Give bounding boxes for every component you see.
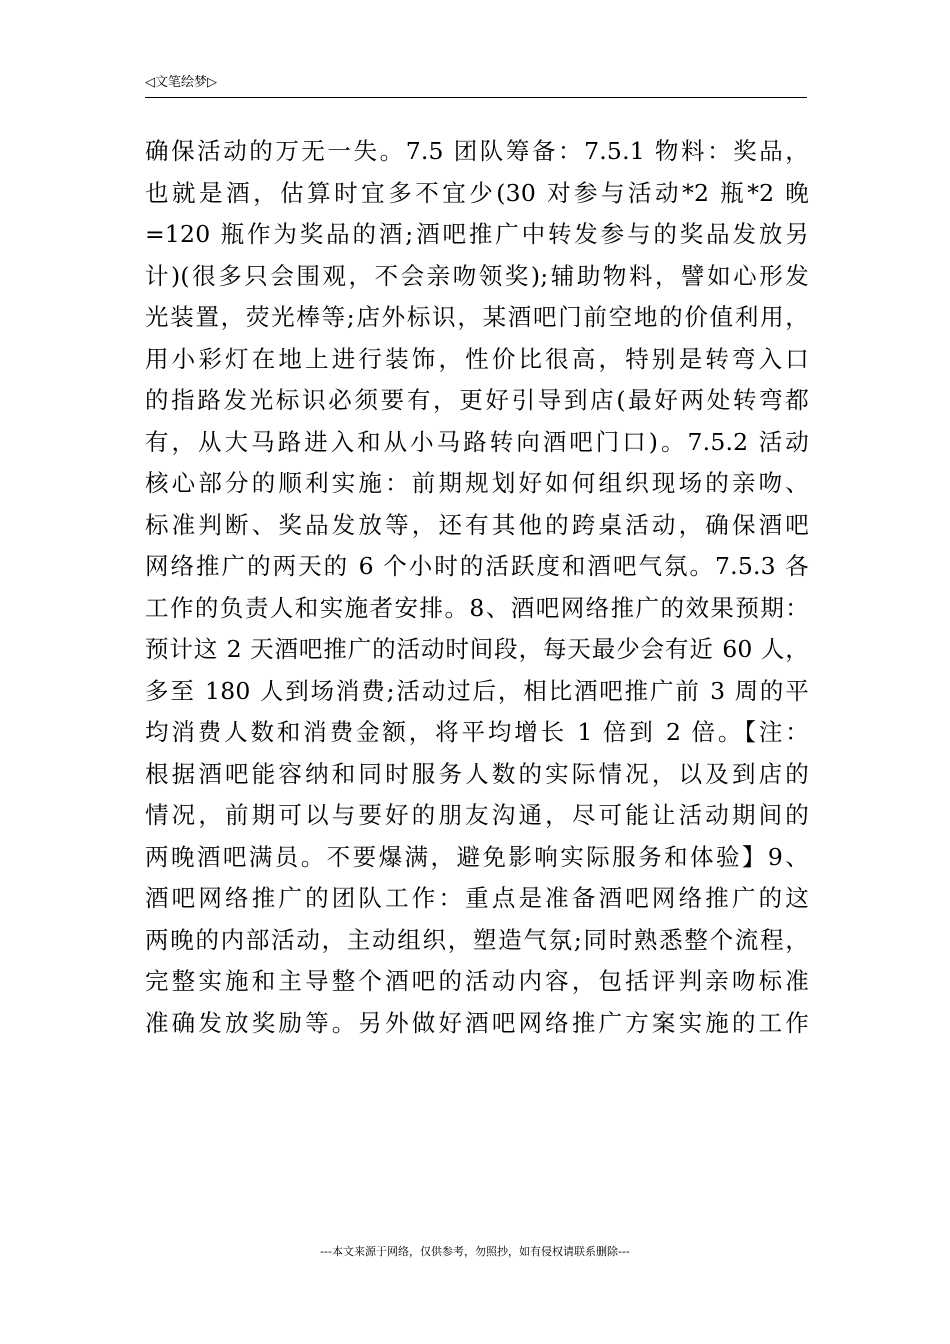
text-line: =120 瓶作为奖品的酒;酒吧推广中转发参与的奖品发放另 [145, 220, 809, 248]
text-line: 预计这 2 天酒吧推广的活动时间段，每天最少会有近 60 人， [145, 635, 809, 663]
text-line: 酒吧网络推广的团队工作：重点是准备酒吧网络推广的这 [145, 884, 809, 912]
text-line: 根据酒吧能容纳和同时服务人数的实际情况，以及到店的 [145, 759, 809, 788]
text-line: 准确发放奖励等。另外做好酒吧网络推广方案实施的工作 [145, 1008, 809, 1037]
text-line: 有，从大马路进入和从小马路转向酒吧门口)。7.5.2 活动 [145, 427, 809, 456]
text-line: 网络推广的两天的 6 个小时的活跃度和酒吧气氛。7.5.3 各 [145, 552, 809, 580]
page-footer [0, 1245, 950, 1259]
text-line: 标准判断、奖品发放等，还有其他的跨桌活动，确保酒吧 [145, 510, 809, 539]
text-line: 多至 180 人到场消费;活动过后，相比酒吧推广前 3 周的平 [145, 676, 809, 705]
text-line: 用小彩灯在地上进行装饰，性价比很高，特别是转弯入口 [145, 344, 809, 373]
text-line: 两晚的内部活动，主动组织，塑造气氛;同时熟悉整个流程， [145, 925, 809, 954]
text-line: 均消费人数和消费金额，将平均增长 1 倍到 2 倍。【注： [145, 718, 809, 746]
text-line: 完整实施和主导整个酒吧的活动内容，包括评判亲吻标准 [145, 967, 809, 995]
text-line: 的指路发光标识必须要有，更好引导到店(最好两处转弯都 [145, 386, 809, 414]
text-line: 确保活动的万无一失。7.5 团队筹备：7.5.1 物料：奖品， [145, 137, 809, 165]
header-title: ◁文笔绘梦▷ [145, 75, 217, 90]
text-line: 情况，前期可以与要好的朋友沟通，尽可能让活动期间的 [145, 801, 809, 829]
footer-disclaimer: ---本文来源于网络，仅供参考，勿照抄，如有侵权请联系删除--- [320, 1245, 630, 1258]
text-line: 光装置，荧光棒等;店外标识，某酒吧门前空地的价值利用， [145, 303, 809, 331]
text-line: 核心部分的顺利实施：前期规划好如何组织现场的亲吻、 [145, 469, 809, 497]
page-header [145, 73, 807, 98]
document-body [145, 131, 809, 1044]
text-line: 也就是酒，估算时宜多不宜少(30 对参与活动*2 瓶*2 晚 [145, 178, 809, 207]
text-line: 计)(很多只会围观，不会亲吻领奖);辅助物料，譬如心形发 [145, 261, 809, 290]
text-line: 两晚酒吧满员。不要爆满，避免影响实际服务和体验】9、 [145, 842, 809, 871]
text-line: 工作的负责人和实施者安排。8、酒吧网络推广的效果预期： [145, 593, 809, 622]
